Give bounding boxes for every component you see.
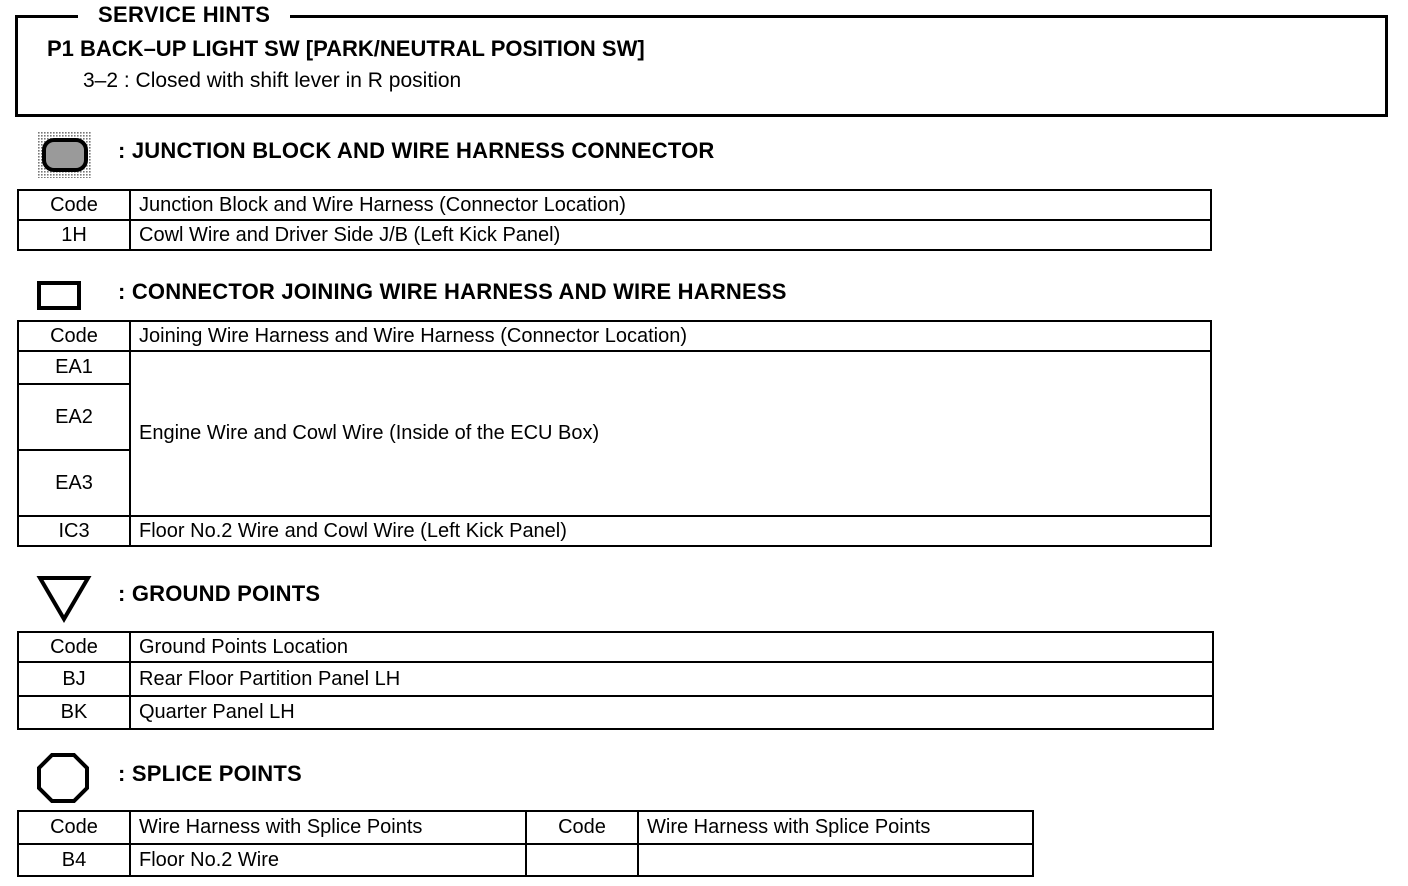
row-code: EA3 [18,450,130,516]
table-row [18,844,1033,876]
row-code: IC3 [18,516,130,546]
row-desc [638,844,1033,876]
hint-heading: P1 BACK–UP LIGHT SW [PARK/NEUTRAL POSITION SW] [47,36,645,61]
header-desc: Joining Wire Harness and Wire Harness (Connector Location) [130,321,1211,351]
row-desc: Quarter Panel LH [130,696,1213,729]
table-row [18,696,1213,729]
row-code: 1H [18,220,130,250]
table-header-row [18,811,1033,844]
row-code [526,844,638,876]
ground-triangle-icon [36,574,92,624]
junction-block-icon [38,132,92,178]
row-desc: Cowl Wire and Driver Side J/B (Left Kick Panel) [130,220,1211,250]
service-hints-box [15,15,1388,117]
header-code: Code [526,811,638,844]
header-code: Code [18,321,130,351]
row-code: BJ [18,662,130,696]
row-desc: Floor No.2 Wire and Cowl Wire (Left Kick Panel) [130,516,1211,546]
connector-table [17,320,1212,547]
junction-section-title: : JUNCTION BLOCK AND WIRE HARNESS CONNECTOR [118,138,715,163]
row-code: EA2 [18,384,130,450]
splice-octagon-icon [36,752,90,804]
connector-box-icon [37,280,83,312]
table-header-row [18,190,1211,220]
ground-table [17,631,1214,730]
row-code: BK [18,696,130,729]
table-header-row [18,321,1211,351]
hint-line: 3–2 : Closed with shift lever in R position [83,69,462,92]
header-code: Code [18,190,130,220]
table-row [18,220,1211,250]
row-code: EA1 [18,351,130,384]
splice-section-title: : SPLICE POINTS [118,761,302,786]
ground-section-title: : GROUND POINTS [118,581,321,606]
service-hints-title: SERVICE HINTS [78,2,290,28]
header-code: Code [18,811,130,844]
splice-table [17,810,1034,877]
row-desc: Floor No.2 Wire [130,844,526,876]
header-desc: Wire Harness with Splice Points [130,811,526,844]
row-code: B4 [18,844,130,876]
header-desc: Ground Points Location [130,632,1213,662]
row-desc: Rear Floor Partition Panel LH [130,662,1213,696]
table-row [18,516,1211,546]
header-desc: Junction Block and Wire Harness (Connector Location) [130,190,1211,220]
connector-section-title: : CONNECTOR JOINING WIRE HARNESS AND WIRE HARNESS [118,279,787,304]
table-row [18,351,1211,384]
header-code: Code [18,632,130,662]
header-desc: Wire Harness with Splice Points [638,811,1033,844]
table-row [18,662,1213,696]
merged-desc: Engine Wire and Cowl Wire (Inside of the ECU Box) [130,351,1211,516]
table-header-row [18,632,1213,662]
junction-table [17,189,1212,251]
